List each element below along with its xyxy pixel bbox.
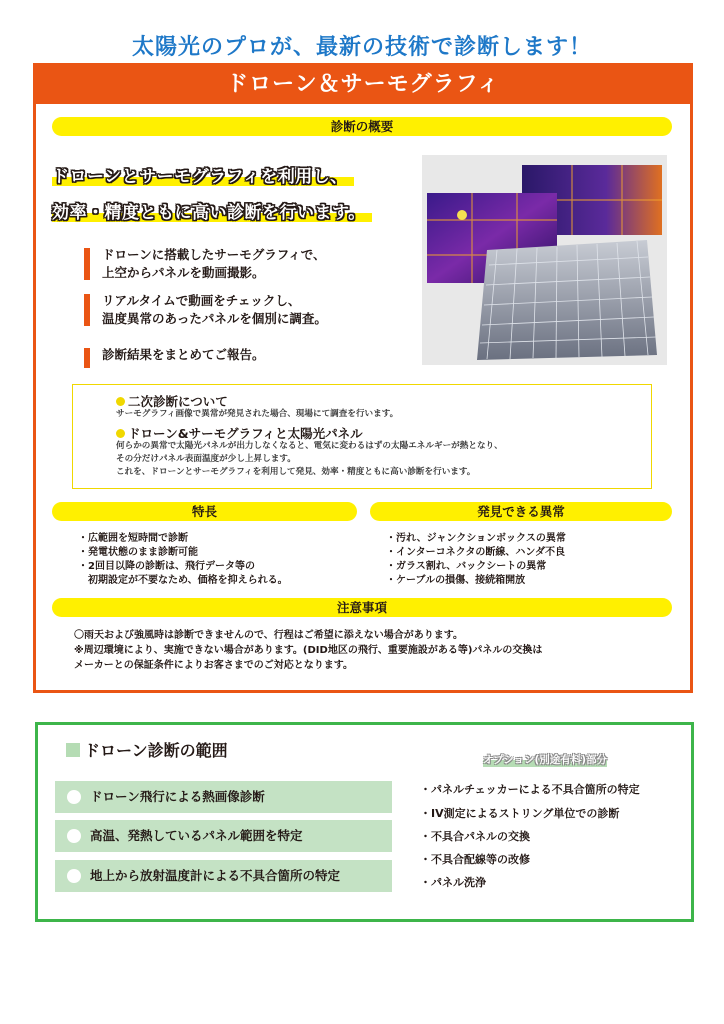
list-item: ・2回目以降の診断は、飛行データ等の — [78, 561, 255, 572]
note-body-line-1: 何らかの異常で太陽光パネルが出力しなくなると、電気に変わるはずの太陽エネルギーが熱となり、 — [116, 441, 503, 451]
list-item: ・ケーブルの損傷、接続箱開放 — [386, 575, 526, 586]
scope-title: ドローン診断の範囲 — [66, 738, 228, 761]
circle-icon — [67, 829, 81, 843]
list-item: ・インターコネクタの断線、ハンダ不良 — [386, 547, 565, 558]
anomalies-heading: 発見できる異常 — [370, 502, 672, 521]
option-label: オプション(別途有料)部分 — [482, 754, 608, 766]
circle-icon — [67, 790, 81, 804]
circle-icon — [67, 869, 81, 883]
note-title-drone-thermo-panel: ドローン&サーモグラフィと太陽光パネル — [116, 424, 363, 442]
scope-item: ドローン飛行による熱画像診断 — [55, 781, 392, 813]
lead-line-1: ドローンとサーモグラフィを利用し、 — [52, 162, 348, 187]
caution-heading: 注意事項 — [52, 598, 672, 617]
square-icon — [66, 743, 80, 757]
option-item: ・IV測定によるストリング単位での診断 — [420, 807, 620, 820]
list-item: ・広範囲を短時間で診断 — [78, 533, 188, 544]
caution-line: 〇雨天および強風時は診断できませんので、行程はご希望に添えない場合があります。 — [74, 630, 463, 641]
list-item: ・ガラス割れ、バックシートの異常 — [386, 561, 547, 572]
note-title-secondary-diagnosis: 二次診断について — [116, 392, 228, 410]
list-item: 初期設定が不要なため、価格を抑えられる。 — [78, 575, 288, 586]
option-item: ・パネルチェッカーによる不具合箇所の特定 — [420, 783, 640, 796]
caution-line: ※周辺環境により、実施できない場合があります。(DID地区の飛行、重要施設がある等)パネルの交換は — [74, 645, 543, 656]
features-heading: 特長 — [52, 502, 357, 521]
scope-item: 地上から放射温度計による不具合箇所の特定 — [55, 860, 392, 892]
scope-item: 高温、発熱しているパネル範囲を特定 — [55, 820, 392, 852]
option-item: ・不具合配線等の改修 — [420, 853, 530, 866]
thermal-image-illustration — [422, 155, 667, 365]
option-item: ・不具合パネルの交換 — [420, 830, 530, 843]
anomalies-list — [386, 532, 566, 588]
list-item: ・汚れ、ジャンクションボックスの異常 — [386, 533, 566, 544]
option-item: ・パネル洗浄 — [420, 876, 486, 889]
note-body-line-3: これを、ドローンとサーモグラフィを利用して発見、効率・精度ともに高い診断を行います。 — [116, 467, 476, 477]
lead-line-2: 効率・精度ともに高い診断を行います。 — [52, 198, 366, 223]
list-item: ・発電状態のまま診断可能 — [78, 547, 198, 558]
features-list — [78, 532, 288, 588]
section-title: ドローン＆サーモグラフィ — [36, 66, 690, 104]
caution-text — [74, 628, 542, 673]
note-body-line-2: その分だけパネル表面温度が少し上昇します。 — [116, 454, 296, 464]
overview-heading: 診断の概要 — [52, 117, 672, 136]
note-body-secondary-diagnosis: サーモグラフィ画像で異常が発見された場合、現場にて調査を行います。 — [116, 409, 399, 419]
page-headline: 太陽光のプロが、最新の技術で診断します！ — [131, 35, 592, 60]
caution-line: メーカーとの保証条件によりお客さまでのご対応となります。 — [74, 660, 353, 671]
thermal-and-panel-photo — [422, 155, 667, 365]
